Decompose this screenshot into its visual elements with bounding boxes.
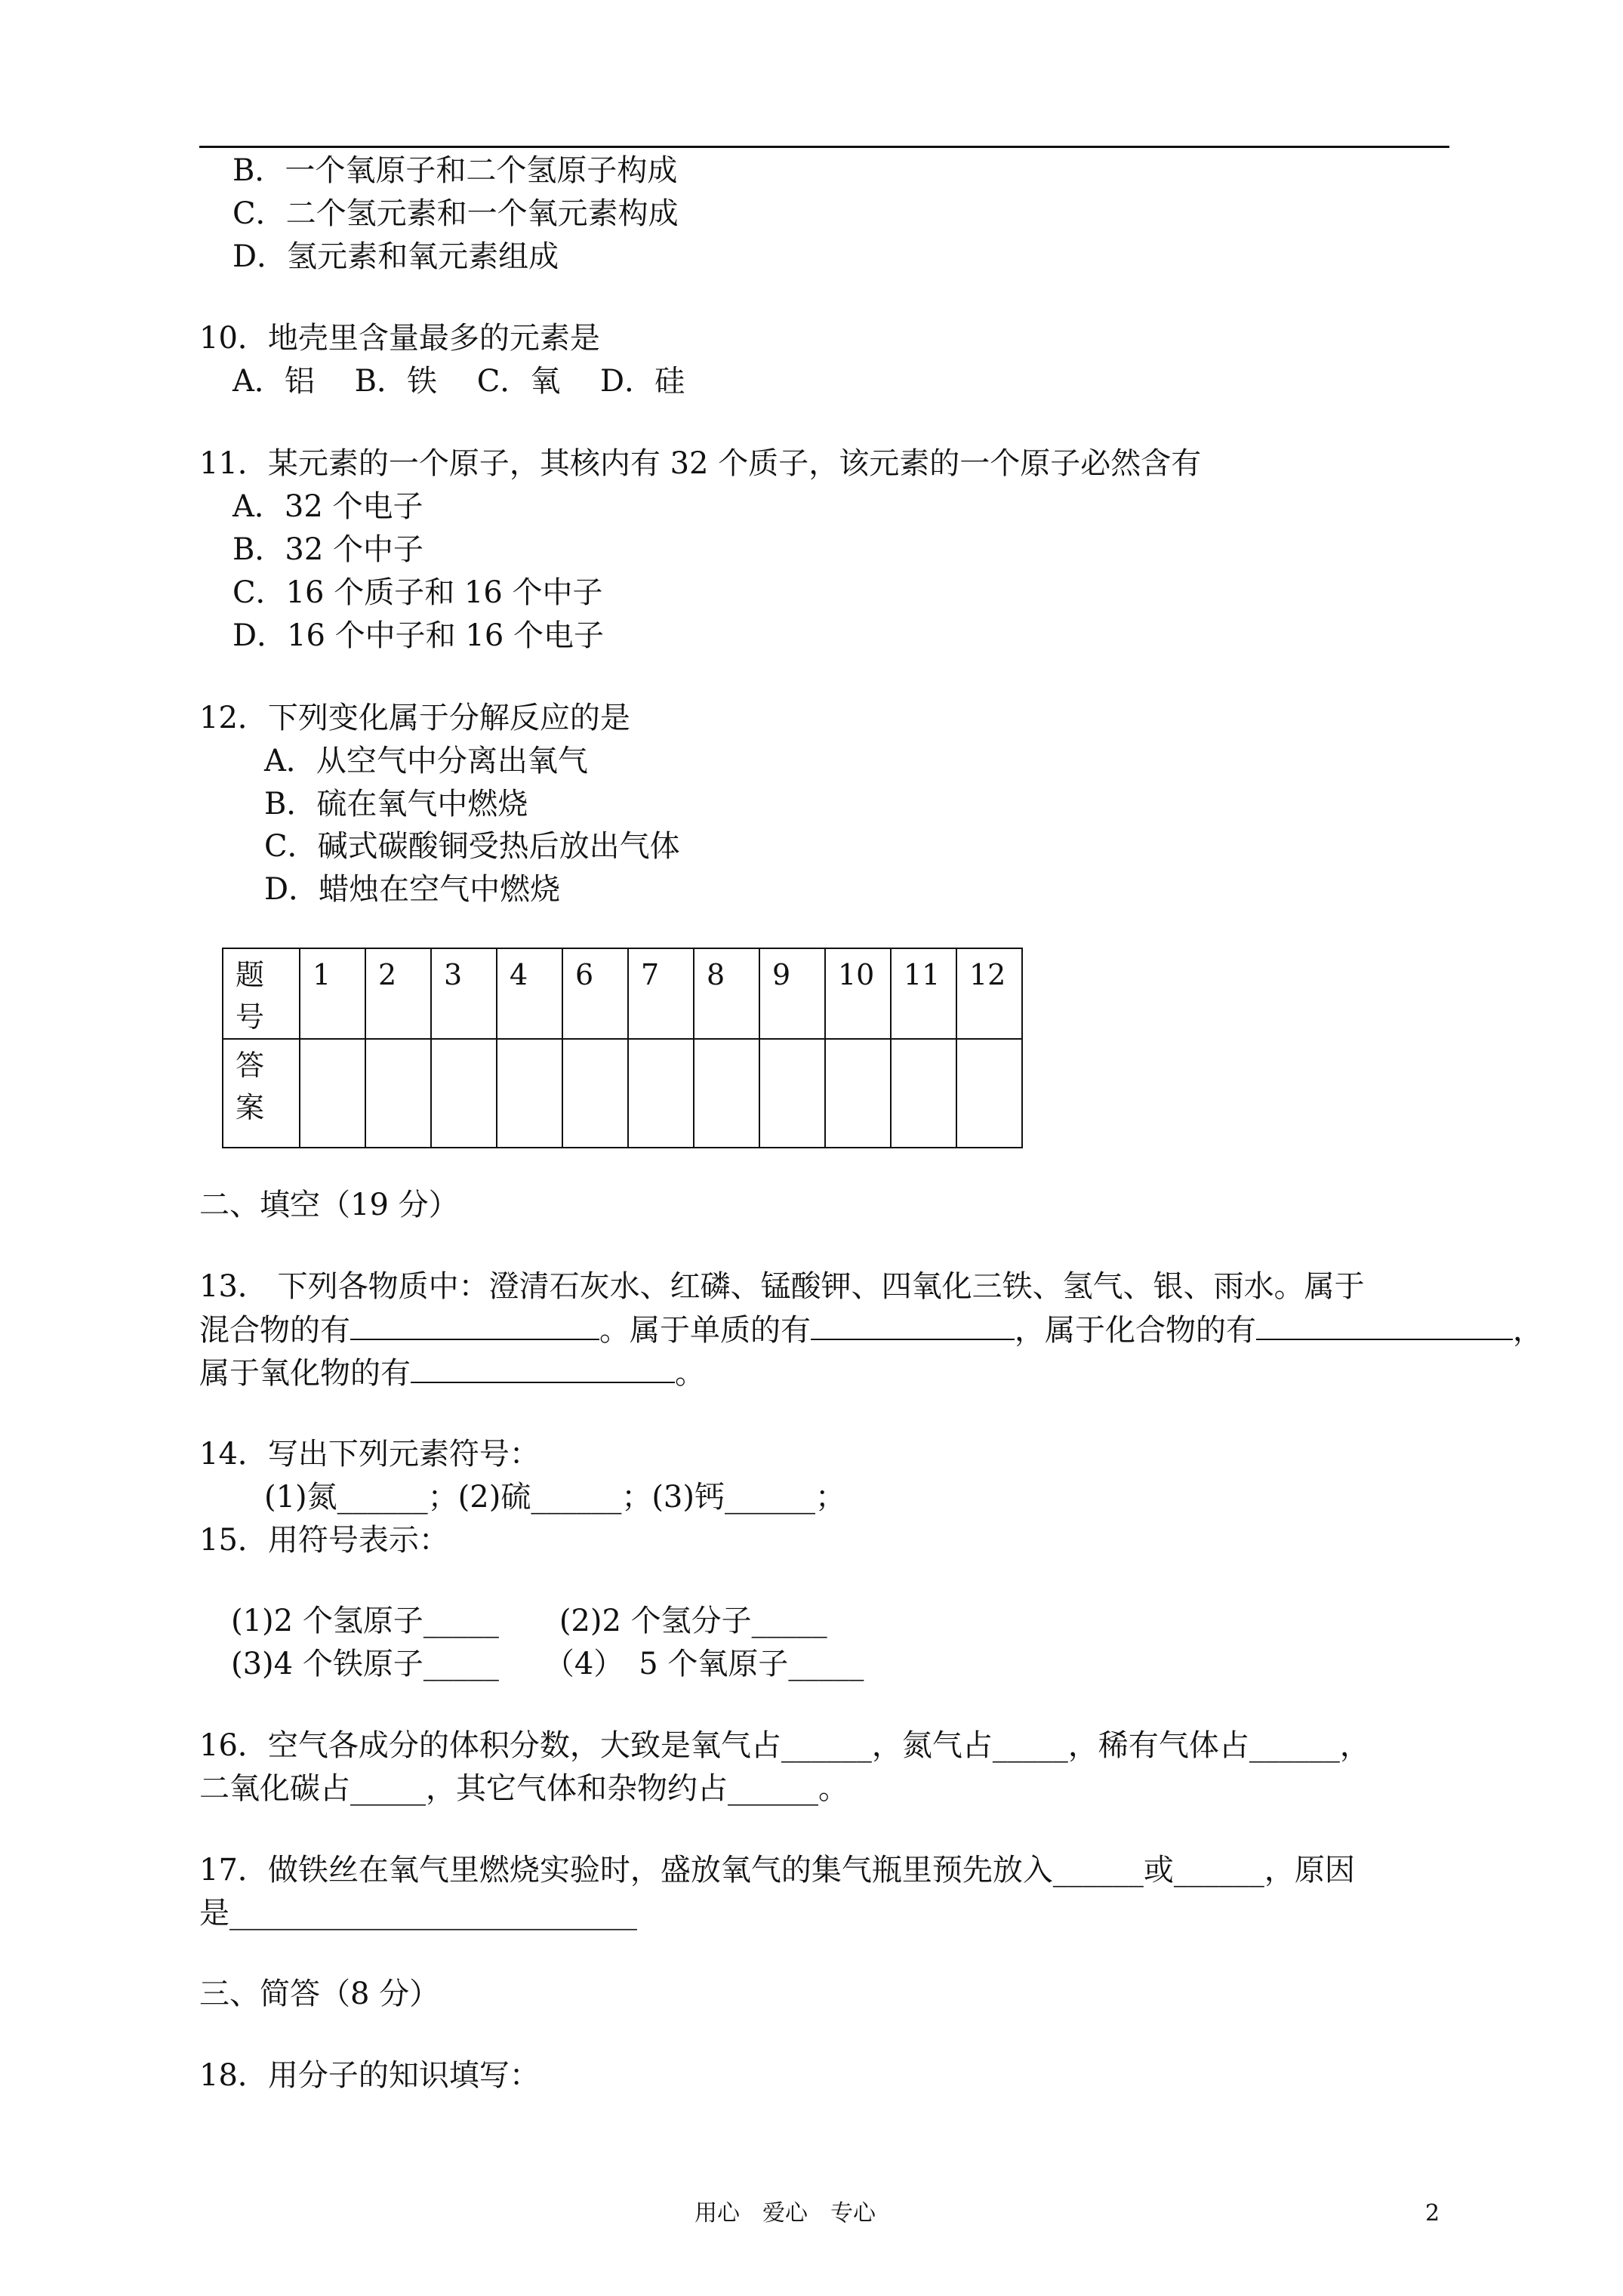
q18-stem: 18．用分子的知识填写： bbox=[199, 2058, 540, 2093]
answer-table-row-header: 题号 bbox=[223, 948, 300, 1039]
question-number-cell: 4 bbox=[497, 948, 562, 1039]
q12-option-c: C．碱式碳酸铜受热后放出气体 bbox=[264, 829, 680, 864]
q11-option-d: D．16 个中子和 16 个电子 bbox=[233, 618, 605, 653]
q11-stem: 11．某元素的一个原子，其核内有 32 个质子，该元素的一个原子必然含有 bbox=[199, 446, 1202, 481]
q13-line1: 13． 下列各物质中：澄清石灰水、红磷、锰酸钾、四氧化三铁、氢气、银、雨水。属于 bbox=[199, 1269, 1365, 1304]
question-number-cell: 2 bbox=[365, 948, 431, 1039]
q15-row2: (3)4 个铁原子_____ （4） 5 个氧原子_____ bbox=[231, 1647, 864, 1681]
answer-cell[interactable] bbox=[300, 1039, 365, 1148]
answer-cell[interactable] bbox=[562, 1039, 628, 1148]
q17-line2: 是___________________________ bbox=[199, 1896, 637, 1931]
q11-option-c: C．16 个质子和 16 个中子 bbox=[233, 575, 603, 610]
section-3-title: 三、简答（8 分） bbox=[199, 1977, 440, 2011]
answer-cell[interactable] bbox=[365, 1039, 431, 1148]
q12-option-a: A．从空气中分离出氧气 bbox=[264, 744, 588, 778]
answer-table-number-row bbox=[223, 948, 1022, 1039]
answer-cell[interactable] bbox=[759, 1039, 825, 1148]
answer-table-row-header: 答案 bbox=[223, 1039, 300, 1148]
q15-row1: (1)2 个氢原子_____ (2)2 个氢分子_____ bbox=[231, 1604, 827, 1638]
q16-line1: 16．空气各成分的体积分数，大致是氧气占______，氮气占_____，稀有气体占______， bbox=[199, 1728, 1370, 1763]
question-number-cell: 10 bbox=[825, 948, 891, 1039]
answer-cell[interactable] bbox=[497, 1039, 562, 1148]
q9-option-d: D．氢元素和氧元素组成 bbox=[233, 239, 559, 274]
question-number-cell: 12 bbox=[956, 948, 1022, 1039]
q14-stem: 14．写出下列元素符号： bbox=[199, 1437, 540, 1472]
answer-cell[interactable] bbox=[628, 1039, 694, 1148]
q13-element-blank[interactable] bbox=[811, 1308, 1015, 1340]
q15-stem: 15．用符号表示： bbox=[199, 1523, 449, 1558]
q16-line2: 二氧化碳占_____，其它气体和杂物约占______。 bbox=[199, 1771, 848, 1806]
q9-option-c: C．二个氢元素和一个氧元素构成 bbox=[233, 196, 679, 231]
page-number: 2 bbox=[1425, 2200, 1440, 2227]
question-number-cell: 3 bbox=[431, 948, 497, 1039]
q10-stem: 10．地壳里含量最多的元素是 bbox=[199, 321, 600, 356]
q13-line3: 属于氧化物的有 。 bbox=[199, 1351, 705, 1395]
q12-option-b: B．硫在氧气中燃烧 bbox=[264, 787, 528, 821]
answer-table bbox=[222, 948, 1023, 1148]
q12-stem: 12．下列变化属于分解反应的是 bbox=[199, 701, 630, 735]
q14-items: (1)氮______；(2)硫______；(3)钙______； bbox=[264, 1480, 845, 1515]
section-2-title: 二、填空（19 分） bbox=[199, 1188, 459, 1222]
header-rule bbox=[199, 146, 1449, 148]
q11-option-a: A．32 个电子 bbox=[233, 489, 423, 524]
q13-oxide-blank[interactable] bbox=[411, 1351, 675, 1383]
answer-cell[interactable] bbox=[825, 1039, 891, 1148]
question-number-cell: 11 bbox=[891, 948, 956, 1039]
answer-cell[interactable] bbox=[891, 1039, 956, 1148]
q9-option-b: B．一个氧原子和二个氢原子构成 bbox=[233, 153, 678, 188]
q13-compound-blank[interactable] bbox=[1256, 1308, 1513, 1340]
answer-cell[interactable] bbox=[694, 1039, 759, 1148]
answer-cell[interactable] bbox=[956, 1039, 1022, 1148]
question-number-cell: 7 bbox=[628, 948, 694, 1039]
question-number-cell: 8 bbox=[694, 948, 759, 1039]
q13-mixture-blank[interactable] bbox=[350, 1308, 599, 1340]
question-number-cell: 9 bbox=[759, 948, 825, 1039]
q11-option-b: B．32 个中子 bbox=[233, 532, 424, 567]
answer-table-answer-row bbox=[223, 1039, 1022, 1148]
q13-line2: 混合物的有 。属于单质的有 ，属于化合物的有 ， bbox=[199, 1308, 1543, 1351]
footer-motto: 用心 爱心 专心 bbox=[694, 2200, 876, 2227]
q17-line1: 17．做铁丝在氧气里燃烧实验时，盛放氧气的集气瓶里预先放入______或______，原因 bbox=[199, 1853, 1355, 1888]
q10-options: A．铝 B．铁 C．氧 D．硅 bbox=[233, 364, 685, 399]
answer-cell[interactable] bbox=[431, 1039, 497, 1148]
question-number-cell: 6 bbox=[562, 948, 628, 1039]
question-number-cell: 1 bbox=[300, 948, 365, 1039]
q12-option-d: D．蜡烛在空气中燃烧 bbox=[264, 872, 561, 907]
